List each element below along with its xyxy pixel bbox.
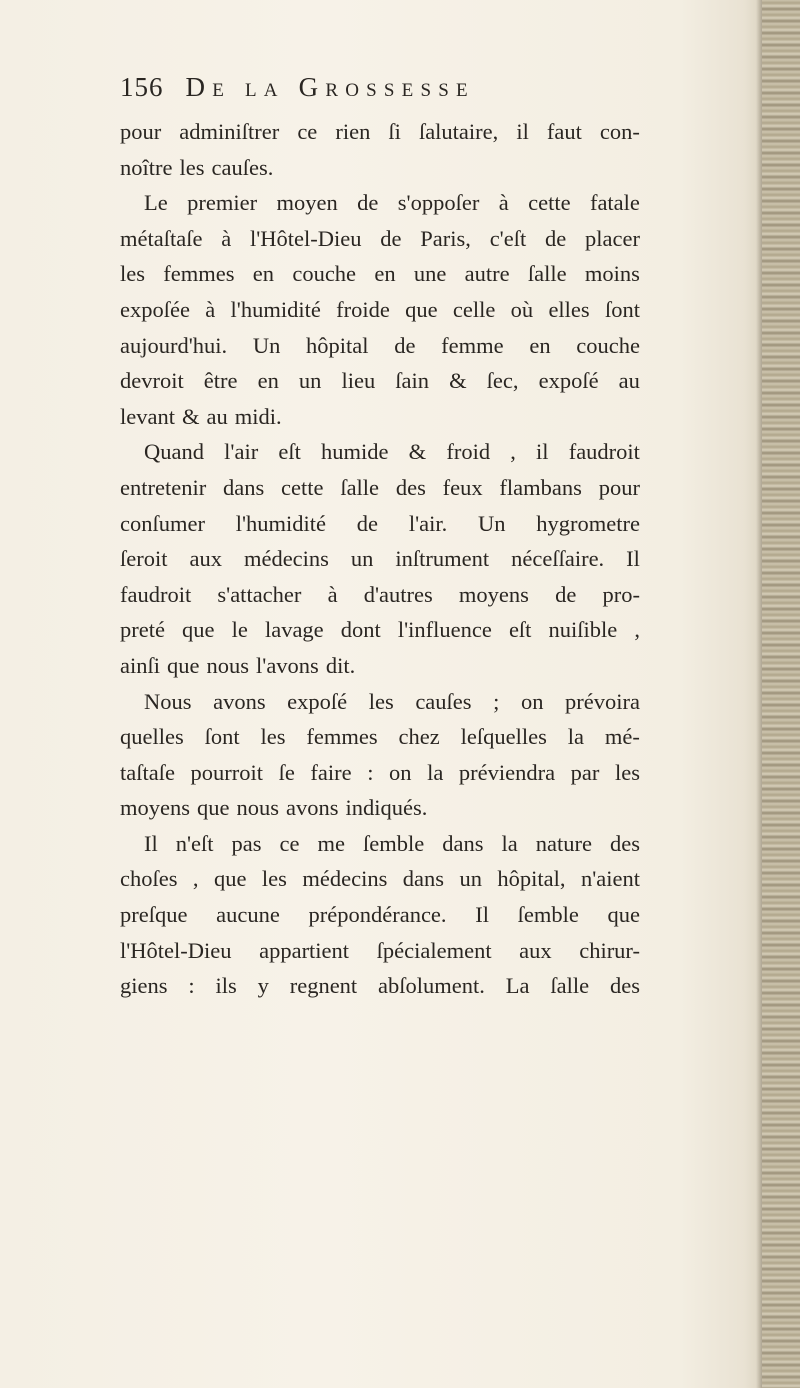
text-line: preſque aucune prépondérance. Il ſemble que bbox=[120, 902, 640, 928]
text-line: l'Hôtel-Dieu appartient ſpécialement aux chirur- bbox=[120, 937, 640, 963]
text-line: Il n'eſt pas ce me ſemble dans la nature des bbox=[144, 830, 640, 856]
text-line: aujourd'hui. Un hôpital de femme en couche bbox=[120, 332, 640, 358]
page-binding-edge bbox=[762, 0, 800, 1388]
text-line: choſes , que les médecins dans un hôpital, n'aient bbox=[120, 866, 640, 892]
text-line: pour adminiſtrer ce rien ſi ſalutaire, il faut con- bbox=[120, 119, 640, 144]
body-text bbox=[120, 114, 640, 1004]
text-line: devroit être en un lieu ſain & ſec, expoſé au bbox=[120, 368, 640, 394]
text-line: les femmes en couche en une autre ſalle moins bbox=[120, 261, 640, 287]
running-title: De la Grossesse bbox=[185, 72, 475, 102]
text-line: métaſtaſe à l'Hôtel-Dieu de Paris, c'eſt de placer bbox=[120, 225, 640, 251]
text-line: giens : ils y regnent abſolument. La ſalle des bbox=[120, 973, 640, 999]
text-line: quelles ſont les femmes chez leſquelles la mé- bbox=[120, 724, 640, 750]
text-line: levant & au midi. bbox=[120, 403, 282, 429]
text-line: taſtaſe pourroit ſe faire : on la préviendra par les bbox=[120, 759, 640, 785]
text-line: moyens que nous avons indiqués. bbox=[120, 795, 428, 821]
text-line: ſeroit aux médecins un inſtrument néceſſaire. Il bbox=[120, 546, 640, 572]
text-line: preté que le lavage dont l'influence eſt nuiſible , bbox=[120, 617, 640, 643]
page-number: 156 bbox=[120, 72, 164, 102]
text-line: faudroit s'attacher à d'autres moyens de pro- bbox=[120, 581, 640, 607]
text-line: expoſée à l'humidité froide que celle où elles ſont bbox=[120, 296, 640, 322]
text-line: Nous avons expoſé les cauſes ; on prévoira bbox=[144, 688, 640, 714]
text-line: noître les cauſes. bbox=[120, 154, 274, 180]
text-line: conſumer l'humidité de l'air. Un hygrometre bbox=[120, 510, 640, 536]
text-line: Quand l'air eſt humide & froid , il faudroit bbox=[144, 439, 640, 465]
text-line: entretenir dans cette ſalle des feux flambans pour bbox=[120, 474, 640, 500]
text-line: Le premier moyen de s'oppoſer à cette fatale bbox=[144, 190, 640, 216]
running-header bbox=[120, 72, 640, 112]
text-line: ainſi que nous l'avons dit. bbox=[120, 652, 356, 678]
